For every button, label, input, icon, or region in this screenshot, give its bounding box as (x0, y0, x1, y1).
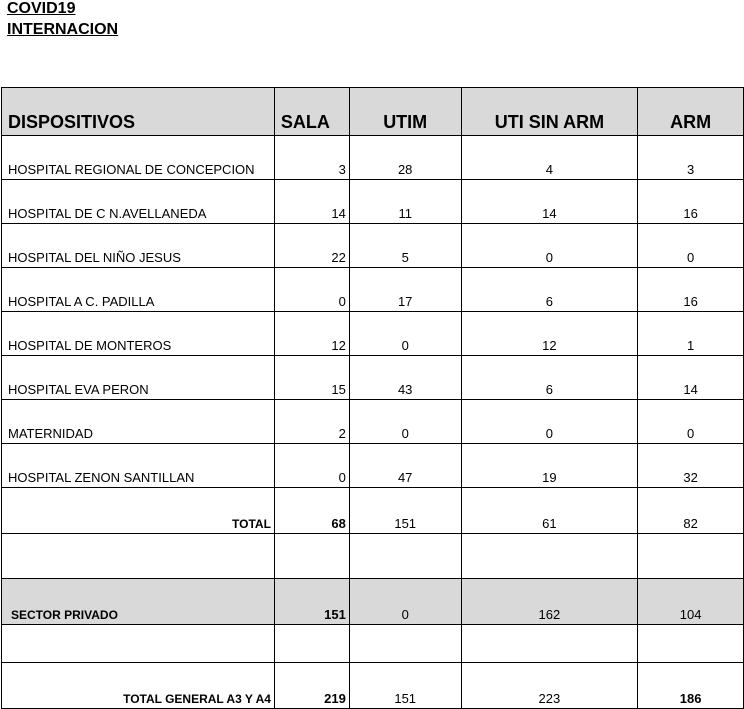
total-arm: 82 (638, 488, 744, 534)
row-utim: 43 (349, 356, 461, 400)
table-row (2, 444, 744, 488)
privado-label: SECTOR PRIVADO (2, 579, 275, 625)
row-arm: 32 (638, 444, 744, 488)
row-name: HOSPITAL DE C N.AVELLANEDA (2, 180, 275, 224)
row-name: HOSPITAL DEL NIÑO JESUS (2, 224, 275, 268)
row-uti-sin-arm: 19 (461, 444, 638, 488)
internacion-table (1, 87, 744, 709)
header-arm: ARM (638, 88, 744, 136)
row-uti-sin-arm: 14 (461, 180, 638, 224)
row-uti-sin-arm: 6 (461, 268, 638, 312)
doc-subtitle: INTERNACION (7, 21, 119, 38)
row-utim: 0 (349, 312, 461, 356)
row-uti-sin-arm: 12 (461, 312, 638, 356)
row-sala: 3 (274, 136, 349, 180)
total-sala: 68 (274, 488, 349, 534)
table-row (2, 180, 744, 224)
general-utim: 151 (349, 663, 461, 709)
total-row (2, 488, 744, 534)
row-arm: 1 (638, 312, 744, 356)
privado-row (2, 579, 744, 625)
row-arm: 16 (638, 180, 744, 224)
row-arm: 14 (638, 356, 744, 400)
general-uti: 223 (461, 663, 638, 709)
total-label: TOTAL (2, 488, 275, 534)
row-uti-sin-arm: 4 (461, 136, 638, 180)
table-row (2, 356, 744, 400)
row-utim: 47 (349, 444, 461, 488)
row-utim: 0 (349, 400, 461, 444)
row-sala: 12 (274, 312, 349, 356)
row-sala: 15 (274, 356, 349, 400)
table-row (2, 400, 744, 444)
row-sala: 14 (274, 180, 349, 224)
table-row (2, 224, 744, 268)
row-sala: 0 (274, 444, 349, 488)
table-row (2, 312, 744, 356)
row-utim: 17 (349, 268, 461, 312)
row-name: HOSPITAL EVA PERON (2, 356, 275, 400)
row-uti-sin-arm: 0 (461, 224, 638, 268)
total-uti: 61 (461, 488, 638, 534)
row-uti-sin-arm: 0 (461, 400, 638, 444)
row-arm: 3 (638, 136, 744, 180)
row-name: MATERNIDAD (2, 400, 275, 444)
privado-uti: 162 (461, 579, 638, 625)
row-arm: 0 (638, 224, 744, 268)
header-sala: SALA (274, 88, 349, 136)
privado-sala: 151 (274, 579, 349, 625)
general-arm: 186 (638, 663, 744, 709)
general-label: TOTAL GENERAL A3 Y A4 (2, 663, 275, 709)
general-row (2, 663, 744, 709)
row-sala: 22 (274, 224, 349, 268)
row-uti-sin-arm: 6 (461, 356, 638, 400)
header-uti-sin-arm: UTI SIN ARM (461, 88, 638, 136)
row-utim: 5 (349, 224, 461, 268)
row-sala: 0 (274, 268, 349, 312)
table-row (2, 136, 744, 180)
total-utim: 151 (349, 488, 461, 534)
row-arm: 16 (638, 268, 744, 312)
row-sala: 2 (274, 400, 349, 444)
header-dispositivos: DISPOSITIVOS (2, 88, 275, 136)
blank-row (2, 534, 744, 579)
privado-utim: 0 (349, 579, 461, 625)
row-utim: 28 (349, 136, 461, 180)
row-name: HOSPITAL A C. PADILLA (2, 268, 275, 312)
row-utim: 11 (349, 180, 461, 224)
table-row (2, 268, 744, 312)
row-name: HOSPITAL ZENON SANTILLAN (2, 444, 275, 488)
doc-title: COVID19 (7, 0, 76, 17)
blank-row-2 (2, 625, 744, 663)
header-utim: UTIM (349, 88, 461, 136)
privado-arm: 104 (638, 579, 744, 625)
header-row (2, 88, 744, 136)
row-arm: 0 (638, 400, 744, 444)
general-sala: 219 (274, 663, 349, 709)
row-name: HOSPITAL DE MONTEROS (2, 312, 275, 356)
row-name: HOSPITAL REGIONAL DE CONCEPCION (2, 136, 275, 180)
